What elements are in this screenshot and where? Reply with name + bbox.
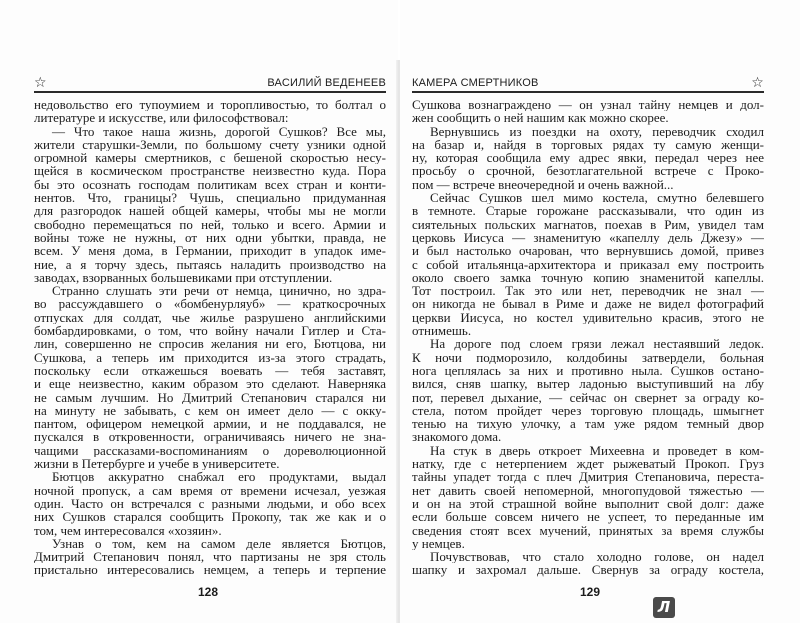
text-line: пом — встрече внеочередной и очень важной... — [412, 177, 674, 192]
text-line: Сушкова вознаграждено — он узнал тайну немцев и дол- — [412, 98, 764, 112]
text-line: пот, перевел дыхание, — сейчас он свернет за ограду ко- — [412, 390, 764, 404]
text-line: жизни в Петербурге и учебе в университете. — [34, 457, 280, 471]
text-line: отнимешь. — [412, 324, 472, 338]
text-line: церкви Иисуса, но костел удивительно красив, этого не — [412, 310, 764, 325]
text-line: с собой итальянца-архитектора и приказал ему построить — [412, 257, 764, 271]
text-line: Вернувшись из поездки на охоту, переводчик сходил — [430, 124, 764, 138]
text-line: На дороге под слоем грязи лежал нестаявший ледок. — [430, 337, 764, 351]
text-line: натку, где с нетерпением ждет рыжеватый Прокоп. Груз — [412, 457, 764, 471]
page-number-left: 128 — [198, 585, 219, 599]
text-line: знакомого дома. — [412, 430, 502, 444]
text-line: Дмитрий Степанович понял, что партизаны не зря столь — [34, 550, 386, 564]
text-line: пускался в откровенности, ограничиваясь ничего не зна- — [34, 430, 386, 444]
text-line: Узнав о том, кем на самом деле является Бютцов, — [52, 536, 386, 551]
running-header-left — [34, 75, 386, 93]
text-line: огромной камеры смертников, с бешеной скоростью несу- — [34, 151, 386, 165]
text-line: щейся в космическом пространстве неизвестно куда. Пора — [34, 164, 386, 178]
text-line: тенью на тихую улочку, а там уже рядом темный двор — [412, 417, 764, 431]
text-line: — Что такое наша жизнь, дорогой Сушков? Все мы, — [52, 124, 386, 138]
text-line: нет давить своей непомерной, многопудовой тяжестью — — [412, 483, 764, 497]
text-line: просьбу о срочной, безотлагательной встрече с Проко- — [412, 164, 764, 178]
text-line: лин, совершенно не спросив желания ни его, Бютцова, ни — [34, 337, 386, 351]
text-line: заводах, взорванных большевиками при отступлении. — [34, 270, 333, 285]
text-line: ночной пропуск, а сам время от времени исчезал, уезжая — [34, 483, 386, 497]
author-running-head: ВАСИЛИЙ ВЕДЕНЕЕВ — [267, 77, 386, 89]
left-page-body-text — [34, 98, 386, 577]
text-line: недовольство его тупоумием и торопливостью, то болтал о — [34, 98, 386, 112]
text-line: бомбардировками, о том, что войну начали Гитлер и Ста- — [34, 324, 386, 338]
text-line: в темноте. Старые горожане рассказывали, что один из — [412, 204, 764, 218]
text-line: ну, которая сообщила ему адрес явки, передал через нее — [412, 151, 764, 165]
text-line: один. Часто он встречался с разными людьми, и обо всех — [34, 496, 386, 511]
text-line: на минуту не забывать, с кем он имеет дело — с окку- — [34, 403, 386, 418]
star-ornament-icon: ☆ — [34, 74, 47, 90]
text-line: Странно слушать эти речи от немца, цинично, но здра- — [52, 284, 386, 298]
text-line: На стук в дверь откроет Михеевна и проведет в ком- — [430, 443, 764, 458]
text-line: во рассуждавшего о «бомбенурляуб» — краткосрочных — [34, 297, 386, 311]
text-line: литературе и искусстве, или философствовал: — [34, 111, 289, 125]
publisher-logo-icon: Л — [653, 597, 675, 618]
text-line: пантом, офицером немецкой армии, и не поддавался, не — [34, 417, 386, 431]
text-line: Почувствовав, что стало холодно голове, он надел — [430, 550, 764, 564]
text-line: он никогда не бывал в Риме и даже не видел фотографий — [412, 297, 764, 311]
text-line: у немцев. — [412, 536, 465, 551]
text-line: жители старушки-Земли, по большому счету узники одной — [34, 137, 386, 152]
left-page — [0, 0, 398, 623]
text-line: Сейчас Сушков шел мимо костела, смутно белевшего — [430, 191, 764, 205]
text-line: и еще неизвестно, каким образом это сделают. Наверняка — [34, 377, 386, 391]
text-line: нога цеплялась за них и противно ныла. Сушков остано- — [412, 363, 764, 378]
text-line: отпусках для солдат, чье жилье разрушено английскими — [34, 310, 386, 325]
text-line: Тот построил. Так это или нет, переводчик не знал — — [412, 284, 764, 298]
text-line: поскольку если откажешься воевать — тебя заставят, — [34, 363, 386, 378]
page-number-right: 129 — [580, 585, 601, 599]
text-line: на базар и, найдя в торговых рядах ту самую женщи- — [412, 137, 764, 152]
text-line: Сушкова, а теперь им приходится из-за этого страдать, — [34, 350, 386, 364]
text-line: всем. У меня дома, в Германии, приходит в упадок име- — [34, 244, 386, 258]
text-line: свободно перемещаться по ней, только и всего. Армии и — [34, 217, 386, 231]
text-line: том, чем интересовался «хозяин». — [34, 523, 222, 537]
text-line: и был настолько очарован, что вернувшись домой, привез — [412, 244, 764, 258]
text-line: пристально интересовались немцем, а теперь и терпение — [34, 563, 386, 577]
text-line: для разгородок нашей общей камеры, чтобы мы не могли — [34, 204, 386, 218]
text-line: сиятельных польских магнатов, поехав в Рим, увидел там — [412, 217, 764, 231]
text-line: стела, потом пройдет через торговую площадь, шмыгнет — [412, 403, 764, 418]
text-line: вился, сняв шапку, вытер ладонью выступивший на лбу — [412, 377, 764, 391]
text-line: около своего замка точную копию знаменитой капеллы. — [412, 270, 764, 285]
text-line: них Сушков старался сообщить Прокопу, так же как и о — [34, 510, 386, 524]
star-ornament-icon: ☆ — [751, 74, 764, 90]
text-line: и он на этой страшной войне выполнит свой долг: даже — [412, 496, 764, 511]
text-line: церковь Иисуса — знаменитую «капеллу дель Джезу» — — [412, 230, 764, 245]
text-line: К ночи подморозило, колдобины затвердели, больная — [412, 350, 764, 364]
running-header-right — [412, 75, 764, 93]
text-line: чащими рассказами-воспоминаниям о дореволюционной — [34, 443, 386, 458]
text-line: сведения стоят всех мучений, принятых за время службы — [412, 523, 764, 537]
text-line: если больше совсем ничего не успеет, то переданные им — [412, 510, 764, 524]
text-line: ние, а я торчу здесь, пытаясь наладить производство на — [34, 257, 386, 271]
text-line: не самым лучшим. Но Дмитрий Степанович старался ни — [34, 390, 386, 404]
text-line: жен сообщить о ней нашим как можно скорее. — [412, 111, 669, 125]
text-line: шапку и захромал дальше. Свернув за ограду костела, — [412, 563, 764, 577]
text-line: нентов. Что, границы? Чушь, специально придуманная — [34, 191, 386, 205]
right-page — [400, 0, 800, 623]
book-title-running-head: КАМЕРА СМЕРТНИКОВ — [412, 77, 539, 89]
text-line: бы это осознать господам политикам всех стран и конти- — [34, 177, 386, 192]
text-line: войны тоже не нужны, от них одни убытки, правда, не — [34, 230, 386, 245]
text-line: Бютцов аккуратно снабжал его продуктами, выдал — [52, 470, 386, 484]
text-line: тайны упадет тогда с плеч Дмитрия Степановича, переста- — [412, 470, 764, 484]
right-page-body-text — [412, 98, 764, 577]
